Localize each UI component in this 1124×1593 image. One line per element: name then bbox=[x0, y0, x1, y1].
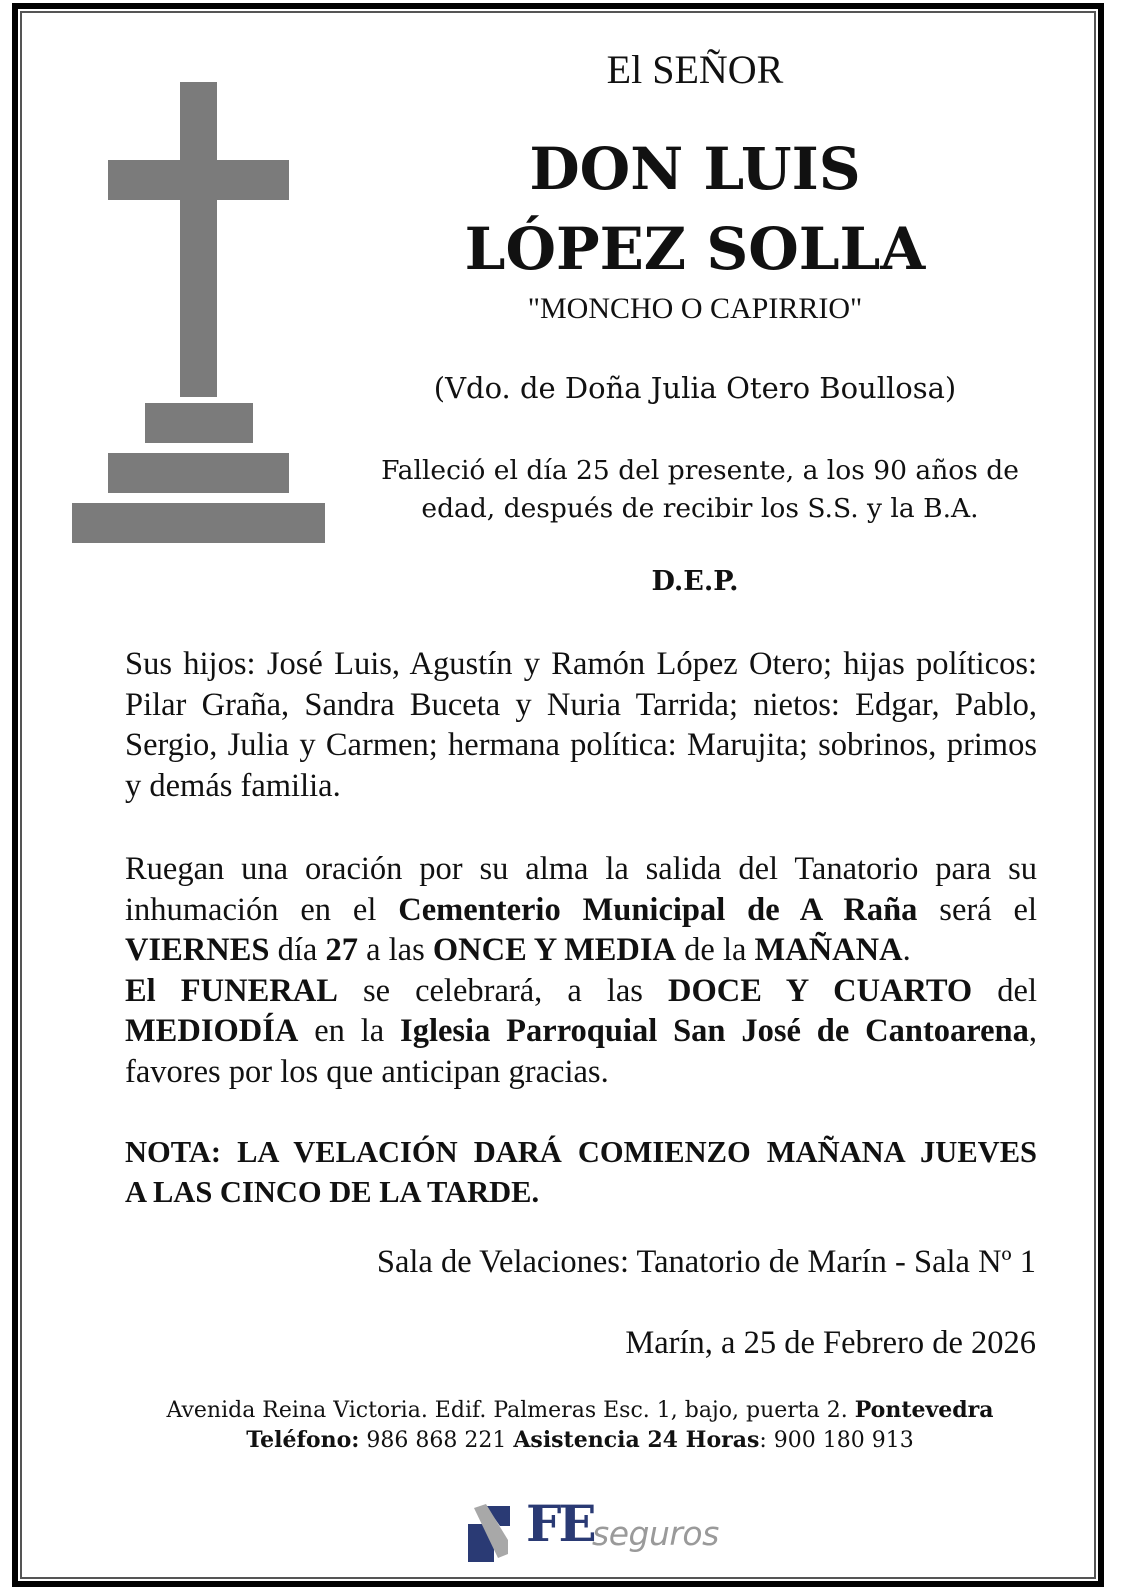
burial-day: 27 bbox=[325, 932, 358, 968]
funeral-period: MEDIODÍA bbox=[125, 1013, 299, 1049]
deceased-name-line2: LÓPEZ SOLLA bbox=[464, 215, 926, 283]
ceremony-text: será el bbox=[917, 891, 1037, 928]
wake-room: Sala de Velaciones: Tanatorio de Marín - Sala Nº 1 bbox=[376, 1244, 1036, 1280]
place-date: Marín, a 25 de Febrero de 2026 bbox=[625, 1325, 1036, 1361]
widower-of: (Vdo. de Doña Julia Otero Boullosa) bbox=[433, 371, 957, 405]
assistance-label: Asistencia 24 Horas bbox=[513, 1427, 760, 1453]
ceremony-text: del bbox=[972, 972, 1037, 1009]
dep: D.E.P. bbox=[651, 566, 739, 597]
cross-step-top bbox=[145, 403, 253, 443]
cross-vertical-beam bbox=[180, 82, 217, 397]
wake-note-line1: NOTA: LA VELACIÓN DARÁ COMIENZO MAÑANA JUEVES bbox=[125, 1135, 1037, 1169]
footer-address bbox=[140, 1395, 1020, 1426]
funeral-time: DOCE Y CUARTO bbox=[668, 972, 973, 1009]
ceremony-text: de la bbox=[676, 932, 755, 968]
burial-time: ONCE Y MEDIA bbox=[432, 932, 677, 968]
address-city: Pontevedra bbox=[854, 1397, 994, 1423]
ceremony-text: día bbox=[269, 932, 326, 968]
death-notice bbox=[340, 452, 1060, 528]
footer-phones bbox=[140, 1425, 1020, 1456]
cemetery-name: Cementerio Municipal de A Raña bbox=[398, 891, 918, 928]
address-text: Avenida Reina Victoria. Edif. Palmeras Esc. 1, bajo, puerta 2. bbox=[166, 1398, 855, 1423]
logo-suffix: seguros bbox=[592, 1514, 719, 1553]
death-notice-line2: edad, después de recibir los S.S. y la B.A. bbox=[421, 493, 979, 524]
cross-step-bottom bbox=[72, 503, 325, 543]
ceremony-text: en la bbox=[298, 1013, 401, 1049]
wake-note bbox=[125, 1132, 1037, 1212]
cross-step-middle bbox=[108, 453, 289, 493]
family-paragraph: Sus hijos: José Luis, Agustín y Ramón López Otero; hijas políticos: Pilar Graña, Sandra Buceta y Nuria Tarrida; nietos: Edgar, Pablo, Sergio, Julia y Carmen; hermana política: Marujita; sobrinos, primos y demás familia. bbox=[125, 646, 1037, 804]
logo-brand: FE bbox=[526, 1494, 594, 1553]
assistance-number[interactable]: : 900 180 913 bbox=[759, 1428, 914, 1453]
burial-period: MAÑANA bbox=[754, 932, 903, 968]
nickname: "MONCHO O CAPIRRIO" bbox=[527, 292, 863, 325]
phone-number[interactable]: 986 868 221 bbox=[359, 1428, 514, 1453]
fe-logo-mark-icon bbox=[464, 1502, 524, 1564]
wake-note-line2: A LAS CINCO DE LA TARDE. bbox=[125, 1175, 540, 1209]
burial-weekday: VIERNES bbox=[125, 932, 270, 968]
ceremony-text: se celebrará, a las bbox=[337, 972, 668, 1009]
phone-label: Teléfono: bbox=[246, 1427, 360, 1453]
fe-seguros-logo bbox=[464, 1494, 724, 1564]
deceased-name-line1: DON LUIS bbox=[529, 135, 861, 203]
ceremony-text: . bbox=[902, 932, 911, 968]
honorific: El SEÑOR bbox=[606, 47, 784, 92]
funeral-label: El FUNERAL bbox=[125, 972, 338, 1009]
ceremony-text: , favores por los que anticipan gracias. bbox=[125, 1013, 1037, 1090]
ceremony-text: a las bbox=[357, 932, 433, 968]
ceremony-text: Ruegan una oración por su alma la salida del Tanatorio para su inhumación en el bbox=[125, 851, 1037, 928]
ceremony-paragraph bbox=[125, 849, 1037, 1092]
church-name: Iglesia Parroquial San José de Cantoarena bbox=[400, 1013, 1029, 1049]
death-notice-line1: Falleció el día 25 del presente, a los 90 años de bbox=[381, 455, 1019, 486]
cross-horizontal-beam bbox=[108, 160, 289, 200]
